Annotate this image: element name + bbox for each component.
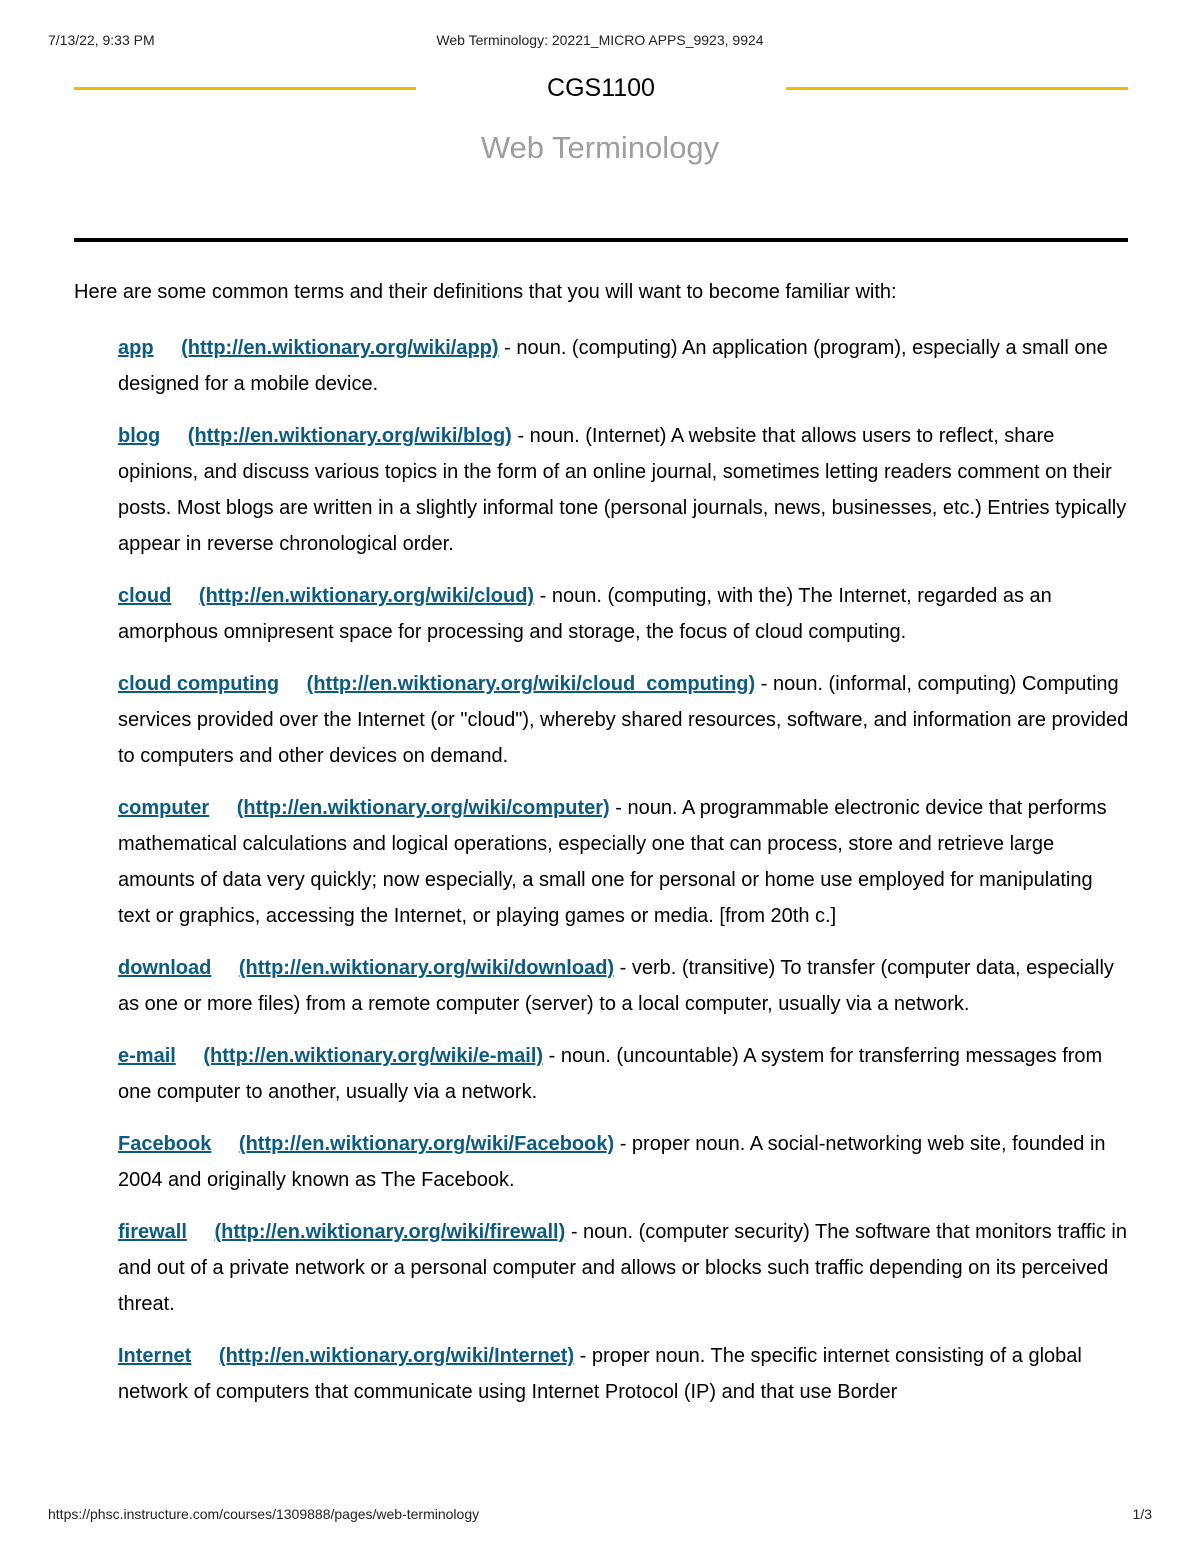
term-link[interactable]: e-mail [118,1045,176,1067]
term-definition: - proper noun. The specific internet consisting of a global network of computers that communicate using Internet Protocol (IP) and that use Border [118,1345,1082,1403]
term-item [118,578,1130,650]
intro-text: Here are some common terms and their definitions that you will want to become familiar with: [74,281,897,303]
term-definition: - noun. A programmable electronic device that performs mathematical calculations and logical operations, especially one that can process, store and retrieve large amounts of data very quickly; now especially, a small one for personal or home use employed for manipulating text or graphics, accessing the Internet, or playing games or media. [from 20th c.] [118,797,1107,927]
term-url-link[interactable]: (http://en.wiktionary.org/wiki/computer) [236,797,610,819]
term-url-link[interactable]: (http://en.wiktionary.org/wiki/blog) [187,425,512,447]
term-url-link[interactable]: (http://en.wiktionary.org/wiki/cloud) [198,585,535,607]
term-link[interactable]: Internet [118,1345,192,1367]
term-definition: - noun. (computer security) The software that monitors traffic in and out of a private network or a personal computer and allows or blocks such traffic depending on its perceived threat. [118,1221,1127,1315]
term-url-link[interactable]: (http://en.wiktionary.org/wiki/cloud_computing) [306,673,756,695]
term-definition: - noun. (computing) An application (program), especially a small one designed for a mobile device. [118,337,1108,395]
term-item [118,1214,1130,1322]
term-url-link[interactable]: (http://en.wiktionary.org/wiki/Internet) [218,1345,575,1367]
term-definition: - noun. (computing, with the) The Internet, regarded as an amorphous omnipresent space for processing and storage, the focus of cloud computing. [118,585,1052,643]
course-code: CGS1100 [547,74,655,102]
accent-rule-right [786,87,1128,90]
term-definition: - proper noun. A social-networking web site, founded in 2004 and originally known as The Facebook. [118,1133,1106,1191]
print-footer [48,1506,1152,1524]
term-definition: - noun. (informal, computing) Computing services provided over the Internet (or "cloud"), whereby shared resources, software, and information are provided to computers and other devices on demand. [118,673,1129,767]
section-divider [74,238,1128,242]
term-definition: - noun. (uncountable) A system for transferring messages from one computer to another, usually via a network. [118,1045,1103,1103]
print-header [48,32,1152,50]
term-list [118,330,1130,1426]
term-item [118,1126,1130,1198]
term-url-link[interactable]: (http://en.wiktionary.org/wiki/firewall) [214,1221,566,1243]
term-link[interactable]: download [118,957,212,979]
term-item [118,330,1130,402]
term-definition: - noun. (Internet) A website that allows users to reflect, share opinions, and discuss various topics in the form of an online journal, sometimes letting readers comment on their posts. Most blogs are written in a slightly informal tone (personal journals, news, businesses, etc.) Entries typically appear in reverse chronological order. [118,425,1127,555]
term-link[interactable]: firewall [118,1221,187,1243]
term-item [118,418,1130,562]
print-page-number: 1/3 [1132,1506,1152,1522]
term-item [118,790,1130,934]
term-url-link[interactable]: (http://en.wiktionary.org/wiki/e-mail) [203,1045,544,1067]
term-item [118,1338,1130,1410]
term-link[interactable]: app [118,337,154,359]
term-url-link[interactable]: (http://en.wiktionary.org/wiki/download) [238,957,615,979]
page-title: Web Terminology [480,130,720,165]
term-url-link[interactable]: (http://en.wiktionary.org/wiki/app) [181,337,499,359]
term-item [118,1038,1130,1110]
print-doc-title: Web Terminology: 20221_MICRO APPS_9923, 9924 [436,32,764,48]
term-link[interactable]: Facebook [118,1133,212,1155]
print-footer-url: https://phsc.instructure.com/courses/1309888/pages/web-terminology [48,1506,480,1522]
term-definition: - verb. (transitive) To transfer (computer data, especially as one or more files) from a remote computer (server) to a local computer, usually via a network. [118,957,1114,1015]
term-item [118,950,1130,1022]
print-date: 7/13/22, 9:33 PM [48,32,155,48]
term-link[interactable]: cloud [118,585,172,607]
term-item [118,666,1130,774]
term-link[interactable]: cloud computing [118,673,280,695]
term-link[interactable]: computer [118,797,210,819]
term-link[interactable]: blog [118,425,161,447]
term-url-link[interactable]: (http://en.wiktionary.org/wiki/Facebook) [238,1133,615,1155]
course-header [74,72,1128,104]
